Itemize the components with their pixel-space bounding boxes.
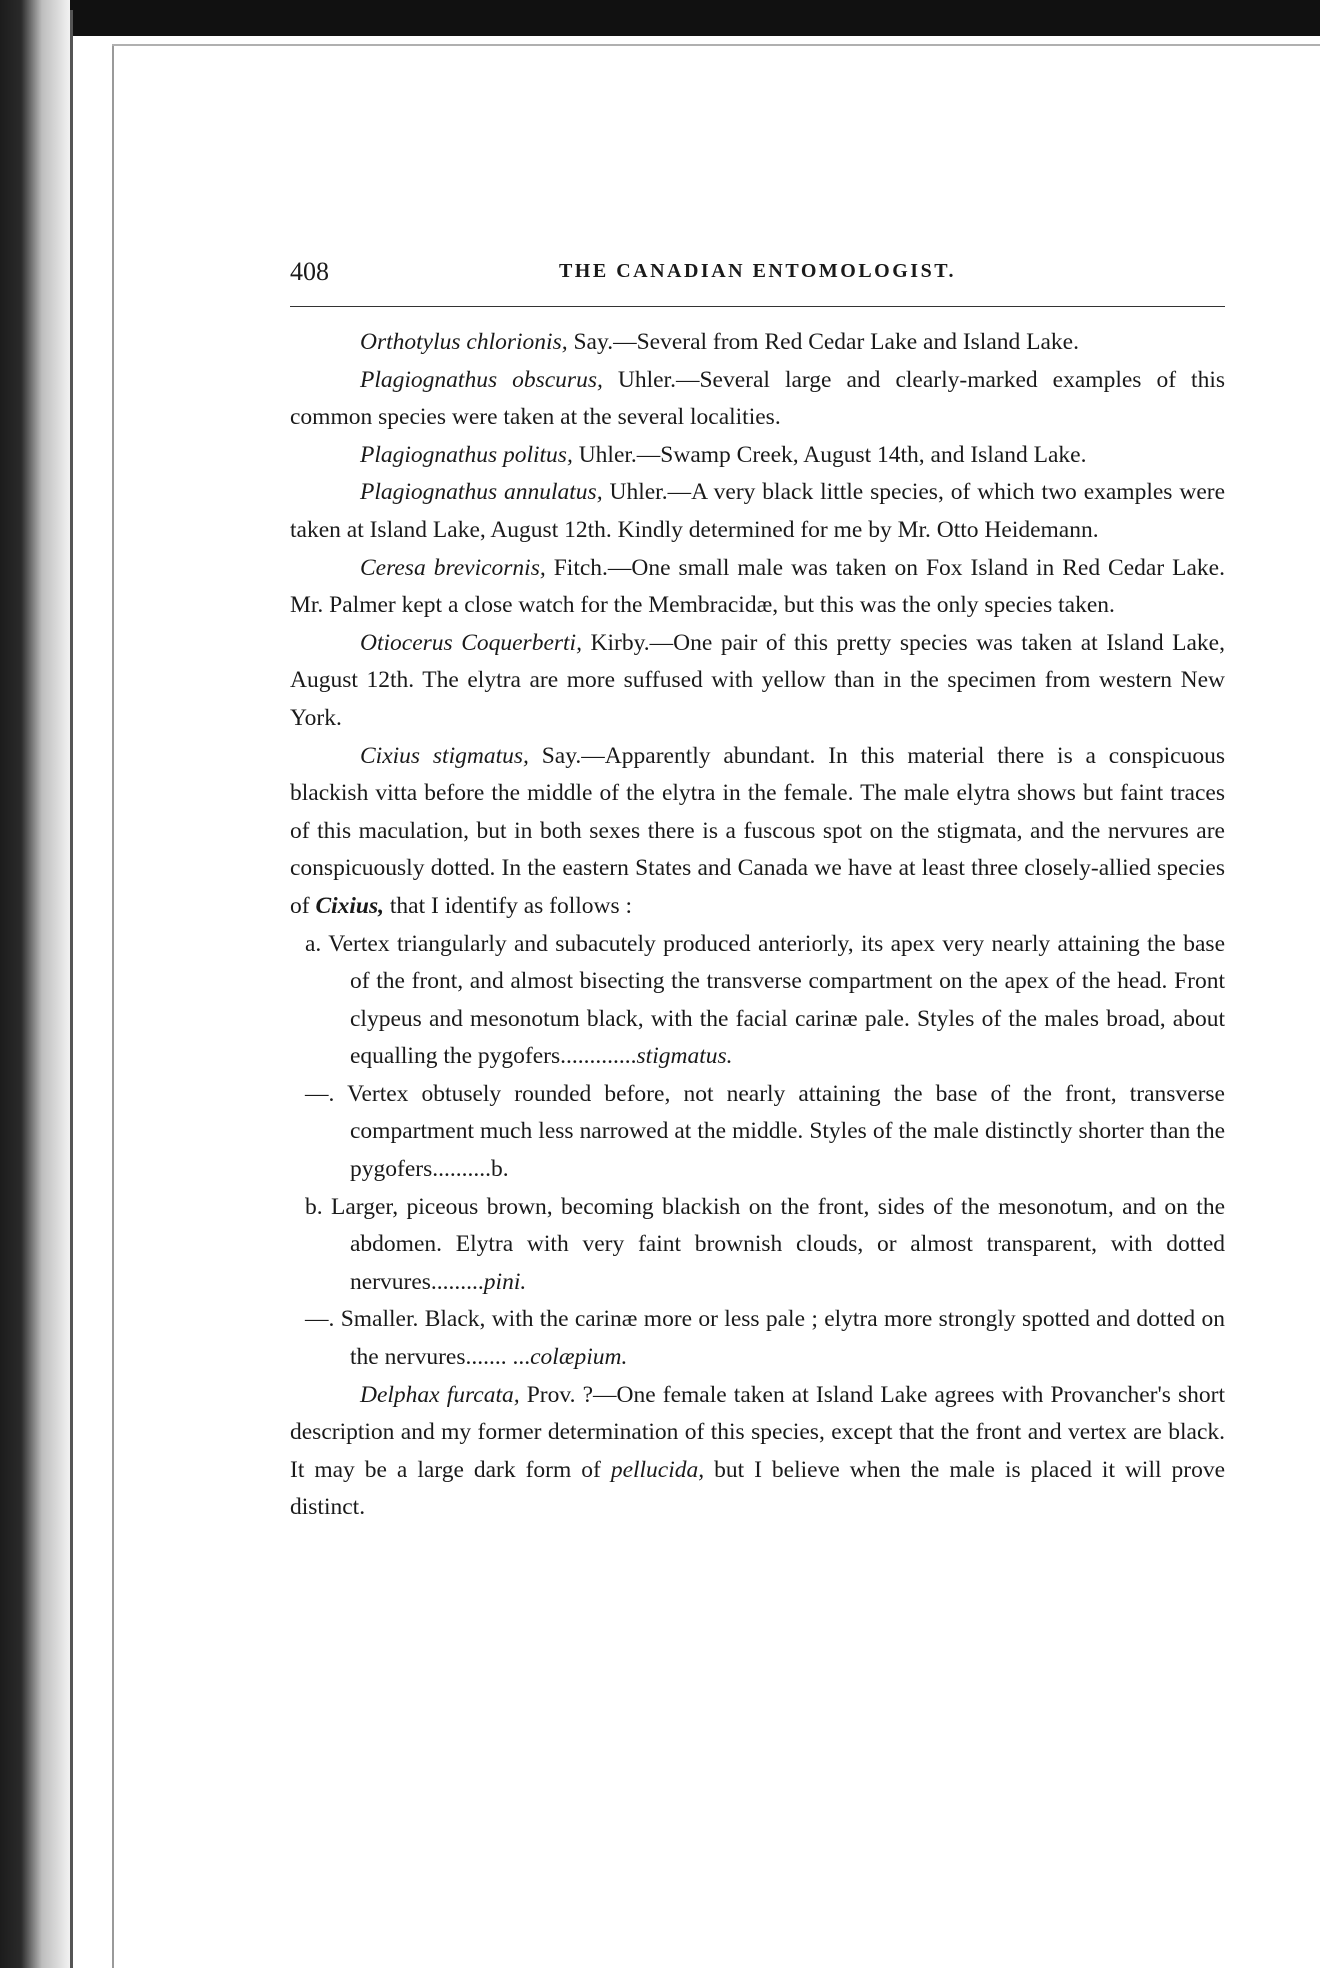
paragraph-text: Uhler.—A very black little species, of which two examples were taken at Island Lake, August 12th. Kindly determined for me by Mr. Otto Heidemann. <box>290 479 1226 543</box>
paragraph <box>290 1377 1225 1527</box>
paragraph <box>290 437 1225 475</box>
paragraph-text-end: that I identify as follows : <box>384 892 633 919</box>
running-title: THE CANADIAN ENTOMOLOGIST. <box>558 260 957 282</box>
paragraph <box>290 550 1225 625</box>
species-name: Ceresa brevicornis, <box>360 554 546 581</box>
key-text: Smaller. Black, with the carinæ more or less pale ; elytra more strongly spotted and dotted on the nervures....... ... <box>334 1306 1225 1371</box>
key-result: stigmatus. <box>636 1043 733 1070</box>
page-number: 408 <box>290 257 329 286</box>
page-top-edge <box>112 44 1320 46</box>
paragraph-text: Say.—Several from Red Cedar Lake and Island Lake. <box>567 329 1079 355</box>
key-entry <box>290 1301 1225 1376</box>
page-header <box>290 257 1225 297</box>
paragraph-text: Prov. ?—One female taken at Island Lake agrees with Provancher's short description and my former determination of this species, except that the front and vertex are black. It may be a large dark form of <box>290 1381 1225 1483</box>
species-name: pellucida, <box>610 1456 705 1483</box>
species-name: Orthotylus chlorionis, <box>360 329 568 355</box>
scan-dark-top <box>0 0 1320 36</box>
key-result: pini. <box>483 1268 527 1295</box>
key-label: b. <box>305 1193 323 1220</box>
key-entry <box>290 1076 1225 1189</box>
key-result: b. <box>490 1156 509 1183</box>
page-edge-line <box>70 10 73 1968</box>
paragraph-text: Uhler.—Several large and clearly-marked examples of this common species were taken at the several localities. <box>290 366 1225 431</box>
key-entry <box>290 926 1225 1076</box>
species-name: Plagiognathus obscurus, <box>360 366 603 393</box>
paragraph-text: Fitch.—One small male was taken on Fox Island in Red Cedar Lake. Mr. Palmer kept a close watch for the Membracidæ, but this was the only species taken. <box>290 554 1225 619</box>
species-name: Delphax furcata, <box>360 1381 520 1408</box>
species-name: Otiocerus Coquerberti, <box>360 629 582 656</box>
header-rule <box>290 306 1225 307</box>
paragraph <box>290 362 1225 437</box>
paragraph-text-end: but I believe when the male is placed it will prove distinct. <box>290 1456 1225 1521</box>
species-name: Cixius stigmatus, <box>360 742 529 769</box>
key-label: —. <box>305 1080 335 1107</box>
key-text: Larger, piceous brown, becoming blackish on the front, sides of the mesonotum, and on the abdomen. Elytra with very faint brownish clouds, or almost transparent, with dotted nervures......... <box>322 1193 1225 1295</box>
key-entry <box>290 1189 1225 1302</box>
scan-binding-shadow <box>0 0 70 1968</box>
species-name: Plagiognathus politus, <box>360 441 573 468</box>
paragraph <box>290 738 1225 926</box>
paragraph <box>290 474 1225 549</box>
paragraph-text: Uhler.—Swamp Creek, August 14th, and Island Lake. <box>572 441 1087 468</box>
page-content <box>290 257 1225 1527</box>
paragraph <box>290 324 1225 362</box>
genus-name: Cixius, <box>315 892 385 919</box>
page-edge-line-inner <box>112 44 114 1968</box>
paragraph-text: Kirby.—One pair of this pretty species was taken at Island Lake, August 12th. The elytra are more suffused with yellow than in the specimen from western New York. <box>290 629 1225 731</box>
key-text: Vertex triangularly and subacutely produced anteriorly, its apex very nearly attaining the base of the front, and almost bisecting the transverse compartment on the apex of the head. Front clypeus and mesonotum black, with the facial carinæ pale. Styles of the males broad, about equalling the pygofers............. <box>321 930 1225 1070</box>
key-label: —. <box>305 1306 335 1333</box>
key-result: colæpium. <box>530 1344 628 1371</box>
key-text: Vertex obtusely rounded before, not nearly attaining the base of the front, transverse compartment much less narrowed at the middle. Styles of the male distinctly shorter than the pygofers.......... <box>334 1080 1225 1183</box>
paragraph-text: Say.—Apparently abundant. In this material there is a conspicuous blackish vitta before the middle of the elytra in the female. The male elytra shows but faint traces of this maculation, but in both sexes there is a fuscous spot on the stigmata, and the nervures are conspicuously dotted. In the eastern States and Canada we have at least three closely-allied species of <box>290 742 1225 919</box>
key-label: a. <box>305 930 322 957</box>
species-name: Plagiognathus annulatus, <box>360 479 603 506</box>
paragraph <box>290 625 1225 738</box>
